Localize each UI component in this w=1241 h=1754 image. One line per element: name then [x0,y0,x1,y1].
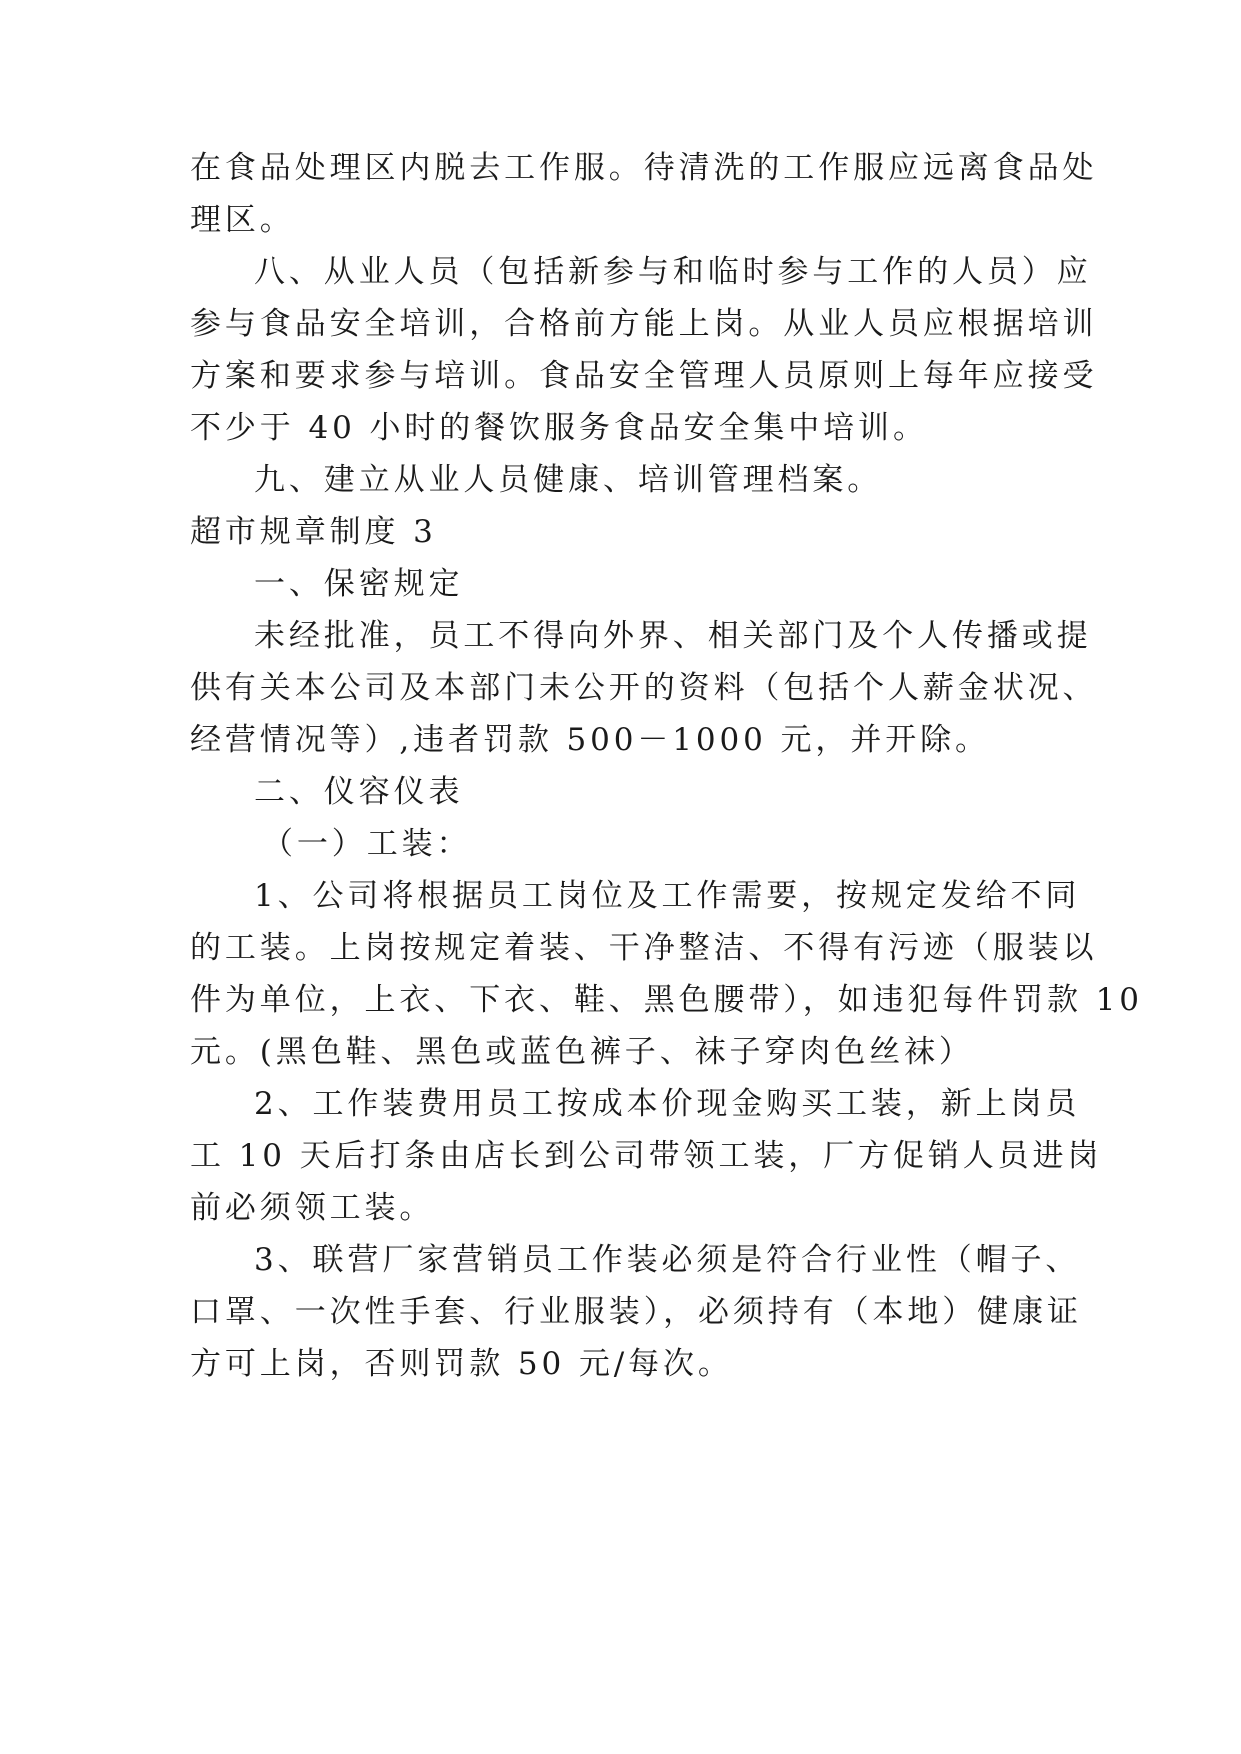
text-line: 口罩、一次性手套、行业服装），必须持有（本地）健康证 [190,1294,1082,1330]
text-line: 件为单位，上衣、下衣、鞋、黑色腰带），如违犯每件罚款 10 [190,982,1143,1018]
text-line: 不少于 40 小时的餐饮服务食品安全集中培训。 [190,410,928,446]
text-line: 工 10 天后打条由店长到公司带领工装，厂方促销人员进岗 [190,1138,1103,1174]
text-line: 3、联营厂家营销员工作装必须是符合行业性（帽子、 [254,1242,1081,1278]
section-heading-appearance: 二、仪容仪表 [254,774,464,810]
text-line: 经营情况等）,违者罚款 500－1000 元，并开除。 [190,722,990,758]
text-line: 2、工作装费用员工按成本价现金购买工装，新上岗员 [254,1086,1081,1122]
text-line: 元。(黑色鞋、黑色或蓝色裤子、袜子穿肉色丝袜） [190,1034,974,1070]
text-line: 理区。 [190,202,295,238]
section-title: 超市规章制度 3 [190,514,437,550]
text-line: 供有关本公司及本部门未公开的资料（包括个人薪金状况、 [190,670,1098,706]
text-line: 方可上岗，否则罚款 50 元/每次。 [190,1346,733,1382]
text-line: 未经批准，员工不得向外界、相关部门及个人传播或提 [254,618,1092,654]
text-line: 方案和要求参与培训。食品安全管理人员原则上每年应接受 [190,358,1098,394]
text-line: 的工装。上岗按规定着装、干净整洁、不得有污迹（服装以 [190,930,1098,966]
paragraph-eight-heading: 八、从业人员（包括新参与和临时参与工作的人员）应 [254,254,1092,290]
text-line: 在食品处理区内脱去工作服。待清洗的工作服应远离食品处 [190,150,1098,186]
subsection-heading-uniform: （一）工装： [262,826,472,862]
text-line: 1、公司将根据员工岗位及工作需要，按规定发给不同 [254,878,1081,914]
paragraph-nine-heading: 九、建立从业人员健康、培训管理档案。 [254,462,883,498]
section-heading-confidentiality: 一、保密规定 [254,566,464,602]
text-line: 参与食品安全培训，合格前方能上岗。从业人员应根据培训 [190,306,1098,342]
text-line: 前必须领工装。 [190,1190,435,1226]
